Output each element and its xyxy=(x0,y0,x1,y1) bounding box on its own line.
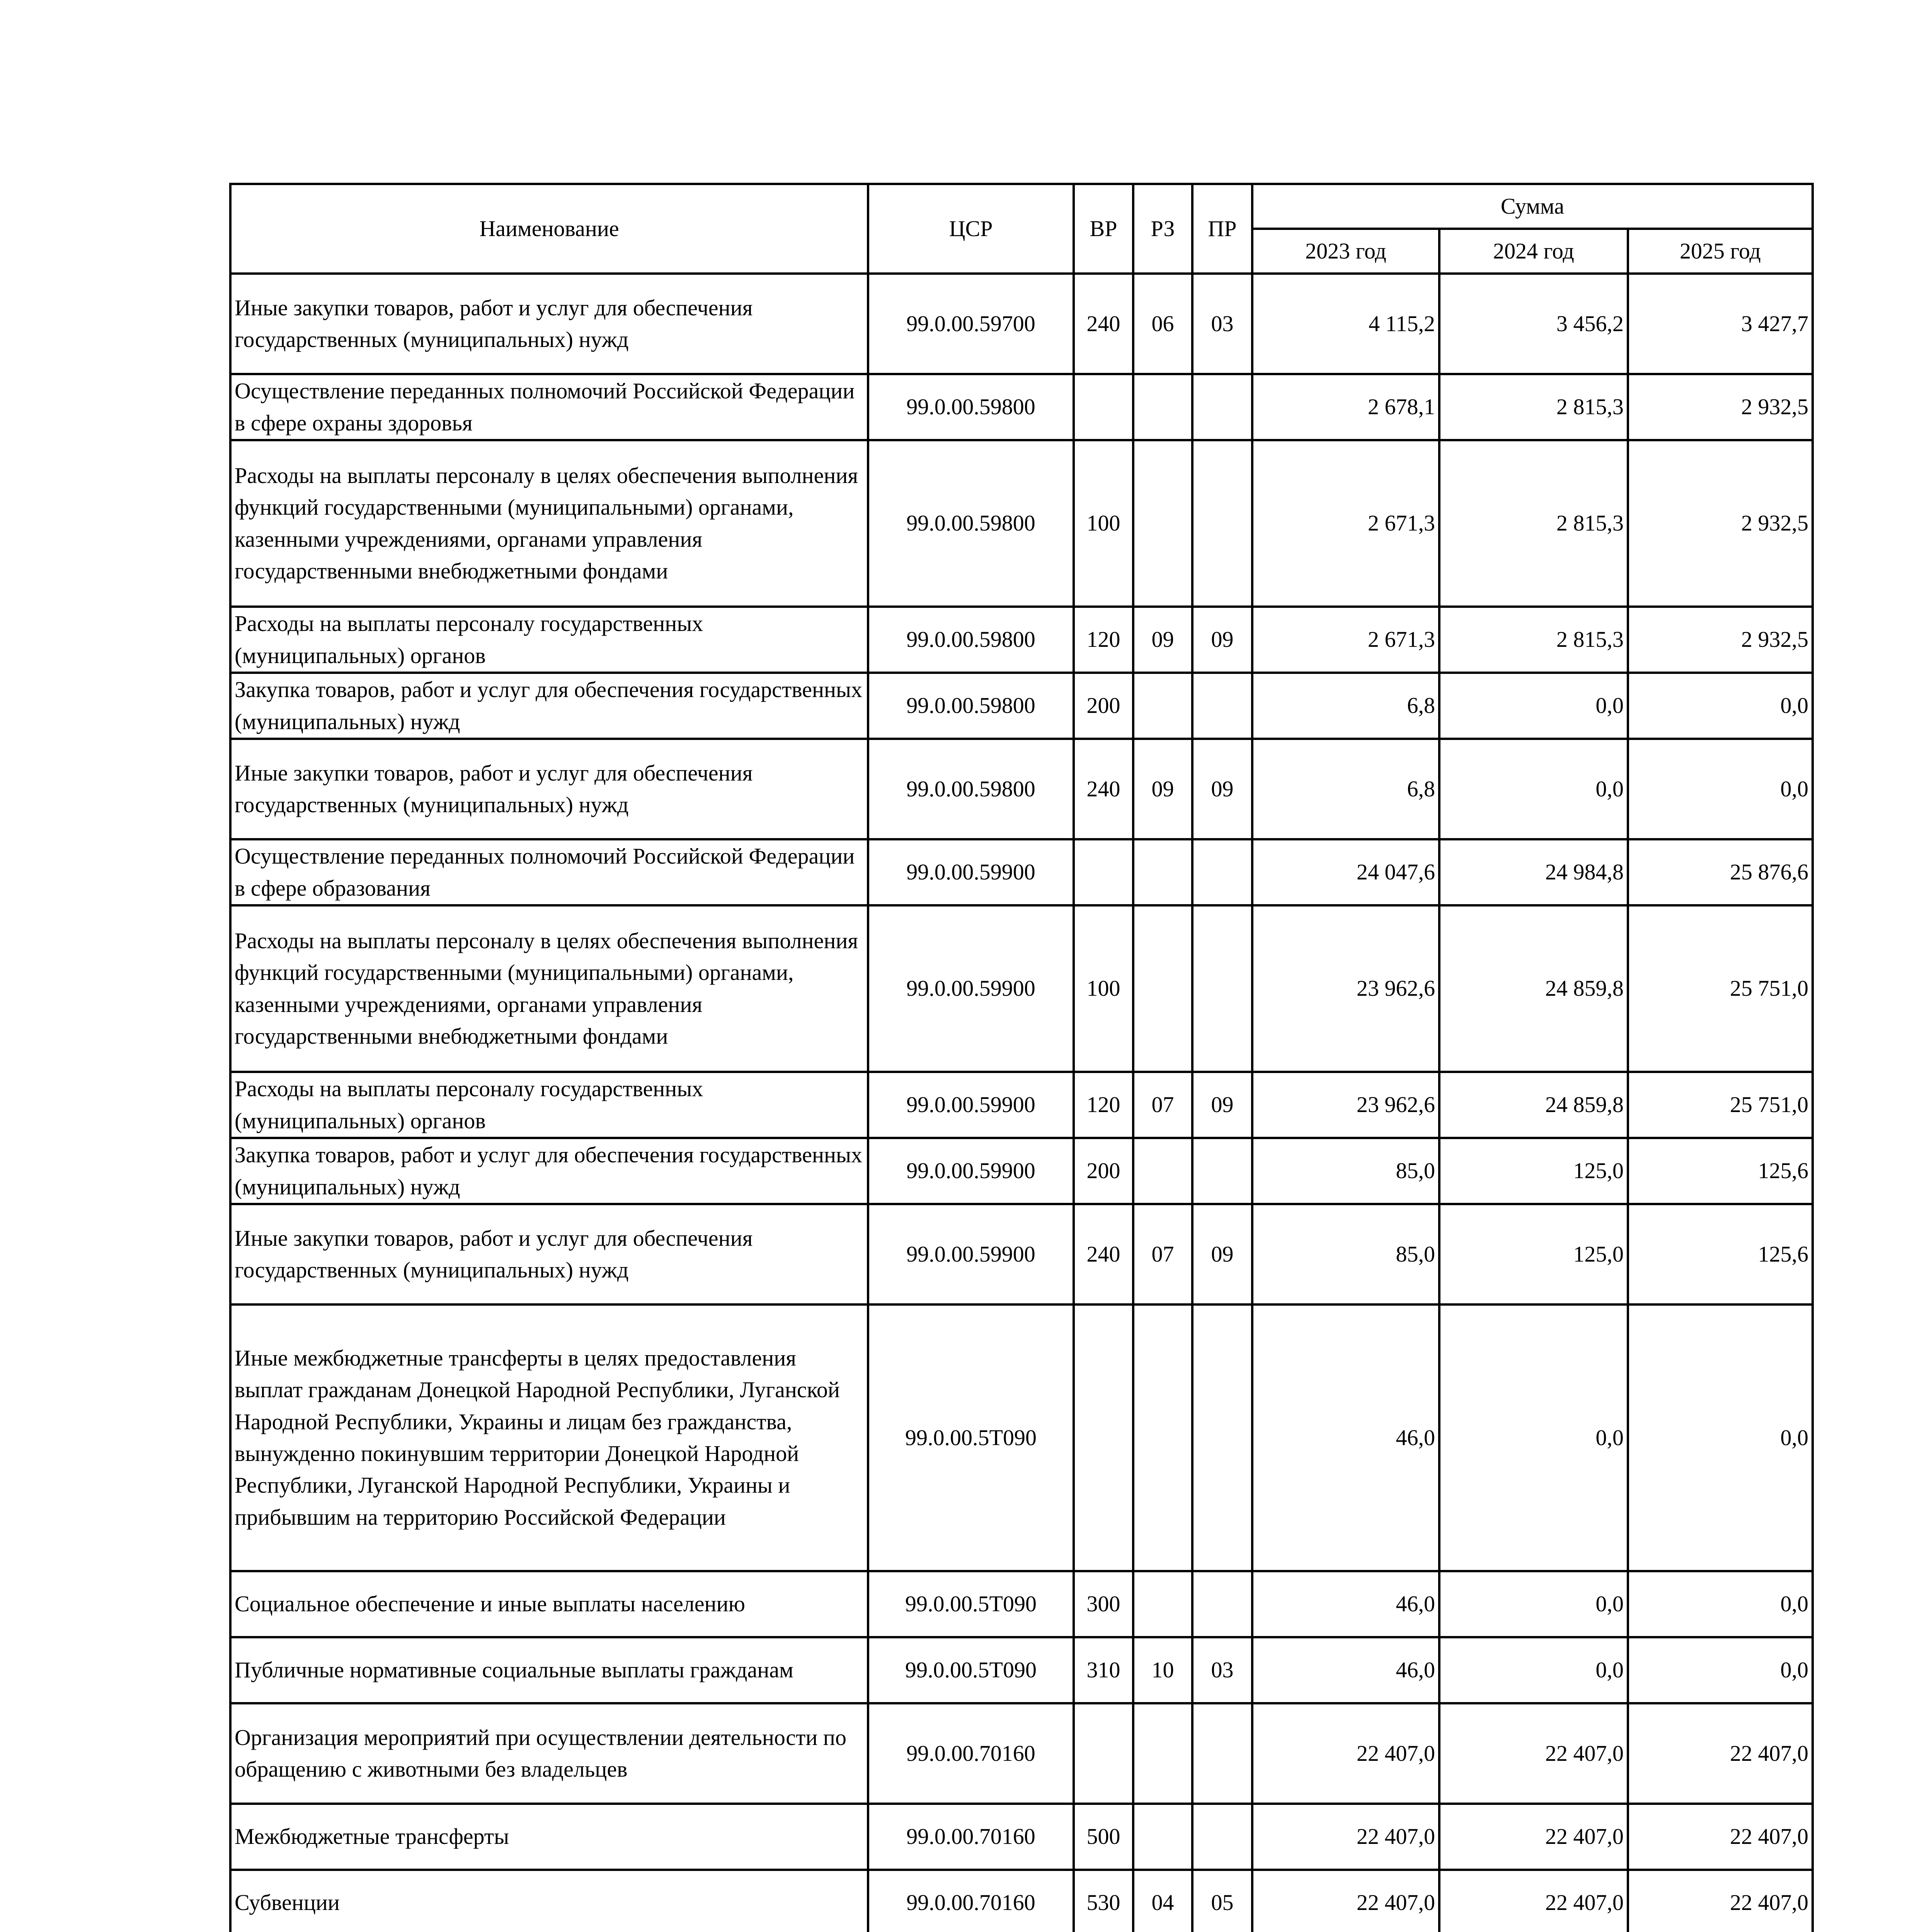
header-year-2024: 2024 год xyxy=(1439,229,1628,274)
cell-2024: 2 815,3 xyxy=(1439,607,1628,673)
cell-2025: 0,0 xyxy=(1628,1304,1813,1571)
table-row xyxy=(230,1138,1813,1204)
cell-2023: 46,0 xyxy=(1252,1304,1439,1571)
cell-2024: 2 815,3 xyxy=(1439,440,1628,607)
cell-name: Иные закупки товаров, работ и услуг для обеспечения государственных (муниципальных) нужд xyxy=(230,739,868,839)
cell-2023: 22 407,0 xyxy=(1252,1804,1439,1870)
cell-2025: 2 932,5 xyxy=(1628,440,1813,607)
cell-rz xyxy=(1133,1138,1192,1204)
cell-csr: 99.0.00.59900 xyxy=(868,1204,1074,1304)
cell-name: Закупка товаров, работ и услуг для обеспечения государственных (муниципальных) нужд xyxy=(230,673,868,739)
header-pr: ПР xyxy=(1192,184,1252,274)
table-row xyxy=(230,274,1813,374)
cell-2024: 125,0 xyxy=(1439,1138,1628,1204)
header-rz: РЗ xyxy=(1133,184,1192,274)
cell-name: Расходы на выплаты персоналу в целях обеспечения выполнения функций государственными (муниципальными) органами, казенными учреждениями, органами управления государственными внебюджетными фондами xyxy=(230,440,868,607)
cell-rz: 07 xyxy=(1133,1204,1192,1304)
cell-2025: 0,0 xyxy=(1628,673,1813,739)
cell-csr: 99.0.00.59900 xyxy=(868,905,1074,1072)
cell-2023: 23 962,6 xyxy=(1252,1072,1439,1138)
cell-name: Закупка товаров, работ и услуг для обеспечения государственных (муниципальных) нужд xyxy=(230,1138,868,1204)
cell-pr xyxy=(1192,1138,1252,1204)
cell-vr: 300 xyxy=(1074,1571,1133,1637)
cell-vr: 530 xyxy=(1074,1870,1133,1932)
cell-vr: 200 xyxy=(1074,1138,1133,1204)
cell-rz: 07 xyxy=(1133,1072,1192,1138)
table-row xyxy=(230,905,1813,1072)
cell-name: Межбюджетные трансферты xyxy=(230,1804,868,1870)
cell-2023: 85,0 xyxy=(1252,1204,1439,1304)
cell-2025: 0,0 xyxy=(1628,739,1813,839)
cell-2023: 46,0 xyxy=(1252,1571,1439,1637)
cell-vr xyxy=(1074,374,1133,440)
cell-2023: 4 115,2 xyxy=(1252,274,1439,374)
table-row xyxy=(230,739,1813,839)
cell-2023: 23 962,6 xyxy=(1252,905,1439,1072)
cell-2025: 125,6 xyxy=(1628,1204,1813,1304)
cell-vr: 120 xyxy=(1074,607,1133,673)
table-body xyxy=(230,274,1813,1932)
cell-2024: 22 407,0 xyxy=(1439,1804,1628,1870)
table-row xyxy=(230,1804,1813,1870)
cell-vr: 310 xyxy=(1074,1637,1133,1703)
cell-vr: 100 xyxy=(1074,905,1133,1072)
cell-vr: 240 xyxy=(1074,1204,1133,1304)
table-row xyxy=(230,1703,1813,1804)
cell-name: Социальное обеспечение и иные выплаты населению xyxy=(230,1571,868,1637)
cell-2023: 22 407,0 xyxy=(1252,1870,1439,1932)
cell-rz: 06 xyxy=(1133,274,1192,374)
table-row xyxy=(230,1571,1813,1637)
cell-vr: 240 xyxy=(1074,739,1133,839)
cell-vr xyxy=(1074,839,1133,905)
cell-vr xyxy=(1074,1304,1133,1571)
cell-rz: 04 xyxy=(1133,1870,1192,1932)
cell-rz xyxy=(1133,1304,1192,1571)
cell-2023: 85,0 xyxy=(1252,1138,1439,1204)
cell-csr: 99.0.00.59700 xyxy=(868,274,1074,374)
cell-pr xyxy=(1192,673,1252,739)
cell-2025: 25 876,6 xyxy=(1628,839,1813,905)
cell-2025: 3 427,7 xyxy=(1628,274,1813,374)
cell-pr: 09 xyxy=(1192,1072,1252,1138)
cell-vr: 240 xyxy=(1074,274,1133,374)
cell-pr xyxy=(1192,1703,1252,1804)
cell-2025: 2 932,5 xyxy=(1628,607,1813,673)
cell-rz xyxy=(1133,673,1192,739)
cell-csr: 99.0.00.59900 xyxy=(868,839,1074,905)
cell-name: Расходы на выплаты персоналу государственных (муниципальных) органов xyxy=(230,1072,868,1138)
cell-name: Расходы на выплаты персоналу государственных (муниципальных) органов xyxy=(230,607,868,673)
cell-2023: 2 671,3 xyxy=(1252,607,1439,673)
cell-csr: 99.0.00.5T090 xyxy=(868,1571,1074,1637)
cell-csr: 99.0.00.59900 xyxy=(868,1138,1074,1204)
table-row xyxy=(230,440,1813,607)
cell-rz xyxy=(1133,1571,1192,1637)
table-row xyxy=(230,607,1813,673)
cell-vr: 100 xyxy=(1074,440,1133,607)
table-row xyxy=(230,839,1813,905)
cell-2024: 0,0 xyxy=(1439,1637,1628,1703)
cell-name: Организация мероприятий при осуществлении деятельности по обращению с животными без владельцев xyxy=(230,1703,868,1804)
cell-pr: 03 xyxy=(1192,1637,1252,1703)
cell-pr xyxy=(1192,1571,1252,1637)
cell-rz xyxy=(1133,1804,1192,1870)
header-row-top xyxy=(230,184,1813,229)
cell-2024: 0,0 xyxy=(1439,1304,1628,1571)
cell-name: Субвенции xyxy=(230,1870,868,1932)
cell-pr xyxy=(1192,839,1252,905)
cell-csr: 99.0.00.70160 xyxy=(868,1870,1074,1932)
header-csr: ЦСР xyxy=(868,184,1074,274)
cell-csr: 99.0.00.59800 xyxy=(868,374,1074,440)
cell-2025: 22 407,0 xyxy=(1628,1870,1813,1932)
table-row xyxy=(230,1072,1813,1138)
cell-2024: 0,0 xyxy=(1439,1571,1628,1637)
cell-vr: 500 xyxy=(1074,1804,1133,1870)
cell-rz: 10 xyxy=(1133,1637,1192,1703)
cell-csr: 99.0.00.59800 xyxy=(868,607,1074,673)
cell-2025: 2 932,5 xyxy=(1628,374,1813,440)
cell-rz xyxy=(1133,440,1192,607)
cell-pr: 09 xyxy=(1192,607,1252,673)
cell-2023: 6,8 xyxy=(1252,739,1439,839)
cell-pr xyxy=(1192,1804,1252,1870)
cell-pr: 05 xyxy=(1192,1870,1252,1932)
cell-vr xyxy=(1074,1703,1133,1804)
cell-pr xyxy=(1192,1304,1252,1571)
cell-name: Иные закупки товаров, работ и услуг для обеспечения государственных (муниципальных) нужд xyxy=(230,274,868,374)
cell-pr: 09 xyxy=(1192,739,1252,839)
cell-csr: 99.0.00.5T090 xyxy=(868,1304,1074,1571)
cell-csr: 99.0.00.5T090 xyxy=(868,1637,1074,1703)
cell-2024: 2 815,3 xyxy=(1439,374,1628,440)
cell-2024: 125,0 xyxy=(1439,1204,1628,1304)
cell-rz xyxy=(1133,839,1192,905)
cell-rz xyxy=(1133,374,1192,440)
cell-2025: 0,0 xyxy=(1628,1637,1813,1703)
cell-2023: 46,0 xyxy=(1252,1637,1439,1703)
budget-table xyxy=(229,183,1814,1932)
cell-2025: 22 407,0 xyxy=(1628,1804,1813,1870)
cell-pr xyxy=(1192,374,1252,440)
cell-2023: 6,8 xyxy=(1252,673,1439,739)
cell-2024: 22 407,0 xyxy=(1439,1703,1628,1804)
cell-pr xyxy=(1192,440,1252,607)
table-row xyxy=(230,1637,1813,1703)
cell-2024: 0,0 xyxy=(1439,673,1628,739)
cell-name: Иные межбюджетные трансферты в целях предоставления выплат гражданам Донецкой Народной Республики, Луганской Народной Республики, Украины и лицам без гражданства, вынужденно покинувшим территории Донецкой Народной Республики, Луганской Народной Республики, Украины и прибывшим на территорию Российской Федерации xyxy=(230,1304,868,1571)
cell-2024: 24 859,8 xyxy=(1439,905,1628,1072)
header-year-2023: 2023 год xyxy=(1252,229,1439,274)
header-name: Наименование xyxy=(230,184,868,274)
cell-2023: 2 678,1 xyxy=(1252,374,1439,440)
cell-pr: 09 xyxy=(1192,1204,1252,1304)
table-row xyxy=(230,673,1813,739)
cell-name: Осуществление переданных полномочий Российской Федерации в сфере образования xyxy=(230,839,868,905)
cell-2025: 22 407,0 xyxy=(1628,1703,1813,1804)
cell-name: Иные закупки товаров, работ и услуг для обеспечения государственных (муниципальных) нужд xyxy=(230,1204,868,1304)
table-row xyxy=(230,1870,1813,1932)
cell-name: Осуществление переданных полномочий Российской Федерации в сфере охраны здоровья xyxy=(230,374,868,440)
cell-rz xyxy=(1133,905,1192,1072)
cell-rz: 09 xyxy=(1133,739,1192,839)
header-vr: ВР xyxy=(1074,184,1133,274)
table-row xyxy=(230,374,1813,440)
cell-2025: 0,0 xyxy=(1628,1571,1813,1637)
cell-2024: 3 456,2 xyxy=(1439,274,1628,374)
cell-2024: 24 859,8 xyxy=(1439,1072,1628,1138)
cell-2024: 0,0 xyxy=(1439,739,1628,839)
table-header xyxy=(230,184,1813,274)
cell-2024: 24 984,8 xyxy=(1439,839,1628,905)
cell-2025: 125,6 xyxy=(1628,1138,1813,1204)
cell-csr: 99.0.00.59800 xyxy=(868,440,1074,607)
cell-2025: 25 751,0 xyxy=(1628,1072,1813,1138)
cell-2024: 22 407,0 xyxy=(1439,1870,1628,1932)
table-row xyxy=(230,1204,1813,1304)
cell-2023: 2 671,3 xyxy=(1252,440,1439,607)
header-year-2025: 2025 год xyxy=(1628,229,1813,274)
cell-rz: 09 xyxy=(1133,607,1192,673)
cell-rz xyxy=(1133,1703,1192,1804)
cell-csr: 99.0.00.70160 xyxy=(868,1804,1074,1870)
cell-pr xyxy=(1192,905,1252,1072)
cell-csr: 99.0.00.70160 xyxy=(868,1703,1074,1804)
cell-csr: 99.0.00.59900 xyxy=(868,1072,1074,1138)
cell-name: Расходы на выплаты персоналу в целях обеспечения выполнения функций государственными (муниципальными) органами, казенными учреждениями, органами управления государственными внебюджетными фондами xyxy=(230,905,868,1072)
cell-name: Публичные нормативные социальные выплаты гражданам xyxy=(230,1637,868,1703)
cell-2023: 22 407,0 xyxy=(1252,1703,1439,1804)
cell-2025: 25 751,0 xyxy=(1628,905,1813,1072)
table-row xyxy=(230,1304,1813,1571)
header-sum: Сумма xyxy=(1252,184,1813,229)
cell-vr: 200 xyxy=(1074,673,1133,739)
cell-vr: 120 xyxy=(1074,1072,1133,1138)
cell-csr: 99.0.00.59800 xyxy=(868,673,1074,739)
cell-2023: 24 047,6 xyxy=(1252,839,1439,905)
cell-csr: 99.0.00.59800 xyxy=(868,739,1074,839)
cell-pr: 03 xyxy=(1192,274,1252,374)
